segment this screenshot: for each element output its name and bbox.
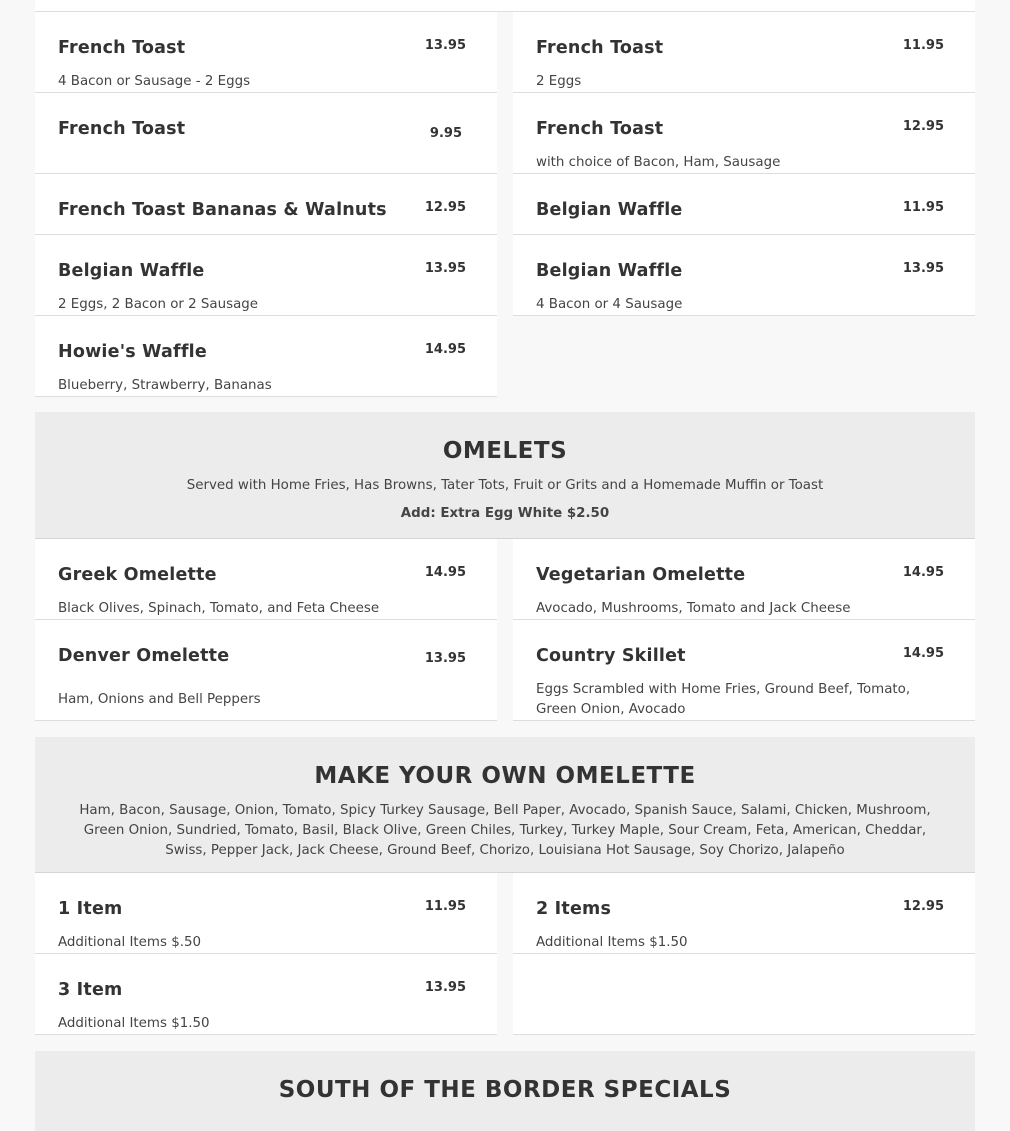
item-description: 2 Eggs, 2 Bacon or 2 Sausage — [58, 297, 259, 312]
item-name: French Toast — [58, 38, 186, 58]
item-price: 12.95 — [902, 119, 944, 134]
item-price: 13.95 — [424, 261, 466, 276]
section-subtitle: Ham, Bacon, Sausage, Onion, Tomato, Spicy Turkey Sausage, Bell Paper, Avocado, Spanish Sauce, Salami, Chicken, Mushroom, Green Onion, Sundried, Tomato, Basil, Black Olive, Green Chiles, Turkey, Turkey Maple, Sour Cream, Feta, American, Cheddar, Swiss, Pepper Jack, Jack Cheese, Ground Beef, Chorizo, Louisiana Hot Sausage, Soy Chorizo, Jalapeño — [79, 803, 931, 858]
menu-item[interactable] — [35, 620, 497, 721]
item-name: French Toast Bananas & Walnuts — [58, 200, 387, 220]
item-price: 13.95 — [424, 980, 466, 995]
item-price: 14.95 — [902, 646, 944, 661]
menu-item[interactable] — [513, 620, 975, 721]
menu-item[interactable] — [35, 539, 497, 620]
section-title: MAKE YOUR OWN OMELETTE — [314, 763, 696, 789]
omelets-section-header — [35, 412, 975, 539]
item-price: 13.95 — [902, 261, 944, 276]
item-name: French Toast — [536, 38, 664, 58]
item-price: 14.95 — [424, 342, 466, 357]
item-price: 13.95 — [424, 38, 466, 53]
item-name: French Toast — [58, 119, 186, 139]
item-price: 11.95 — [902, 38, 944, 53]
item-price: 12.95 — [424, 200, 466, 215]
section-title: OMELETS — [442, 438, 568, 464]
item-description: Eggs Scrambled with Home Fries, Ground Beef, Tomato, Green Onion, Avocado — [536, 682, 911, 717]
menu-item[interactable] — [513, 539, 975, 620]
item-name: Belgian Waffle — [536, 261, 683, 281]
item-name: Vegetarian Omelette — [536, 565, 746, 585]
item-name: Country Skillet — [536, 646, 686, 666]
menu-item[interactable] — [513, 174, 975, 235]
menu-item[interactable] — [35, 316, 497, 397]
item-description: Avocado, Mushrooms, Tomato and Jack Cheese — [536, 601, 851, 616]
menu-item[interactable] — [513, 235, 975, 316]
item-name: 3 Item — [58, 980, 123, 1000]
item-price: 12.95 — [902, 899, 944, 914]
menu-item[interactable] — [35, 93, 497, 174]
item-name: Belgian Waffle — [58, 261, 205, 281]
item-description: Ham, Onions and Bell Peppers — [58, 692, 261, 707]
item-description: 4 Bacon or Sausage - 2 Eggs — [58, 74, 251, 89]
make-your-own-section-header — [35, 737, 975, 873]
section-subtitle: Served with Home Fries, Has Browns, Tater Tots, Fruit or Grits and a Homemade Muffin or Toast — [186, 478, 824, 493]
item-description: 4 Bacon or 4 Sausage — [536, 297, 683, 312]
item-name: Greek Omelette — [58, 565, 217, 585]
item-name: French Toast — [536, 119, 664, 139]
item-name: Howie's Waffle — [58, 342, 207, 362]
menu-item[interactable] — [35, 235, 497, 316]
menu-item[interactable] — [35, 954, 497, 1035]
item-price: 13.95 — [424, 651, 466, 666]
section-title: SOUTH OF THE BORDER SPECIALS — [278, 1077, 732, 1103]
item-price: 14.95 — [902, 565, 944, 580]
item-price: 14.95 — [424, 565, 466, 580]
section-add-note: Add: Extra Egg White $2.50 — [400, 506, 610, 521]
item-name: 1 Item — [58, 899, 123, 919]
item-description: Black Olives, Spinach, Tomato, and Feta Cheese — [58, 601, 380, 616]
item-description: Additional Items $1.50 — [58, 1016, 210, 1031]
item-price: 11.95 — [424, 899, 466, 914]
menu-item[interactable] — [513, 12, 975, 93]
menu-item[interactable] — [35, 174, 497, 235]
item-name: Belgian Waffle — [536, 200, 683, 220]
top-strip — [35, 0, 975, 12]
item-description: with choice of Bacon, Ham, Sausage — [536, 155, 781, 170]
menu-item[interactable] — [513, 873, 975, 954]
item-description: Additional Items $1.50 — [536, 935, 688, 950]
menu-item-empty — [513, 954, 975, 1035]
item-description: 2 Eggs — [536, 74, 582, 89]
item-description: Blueberry, Strawberry, Bananas — [58, 378, 272, 393]
menu-item[interactable] — [35, 873, 497, 954]
item-name: Denver Omelette — [58, 646, 230, 666]
menu-item[interactable] — [513, 93, 975, 174]
item-price: 9.95 — [429, 126, 462, 141]
item-name: 2 Items — [536, 899, 612, 919]
item-description: Additional Items $.50 — [58, 935, 202, 950]
menu-item[interactable] — [35, 12, 497, 93]
item-price: 11.95 — [902, 200, 944, 215]
south-border-section-header — [35, 1051, 975, 1131]
